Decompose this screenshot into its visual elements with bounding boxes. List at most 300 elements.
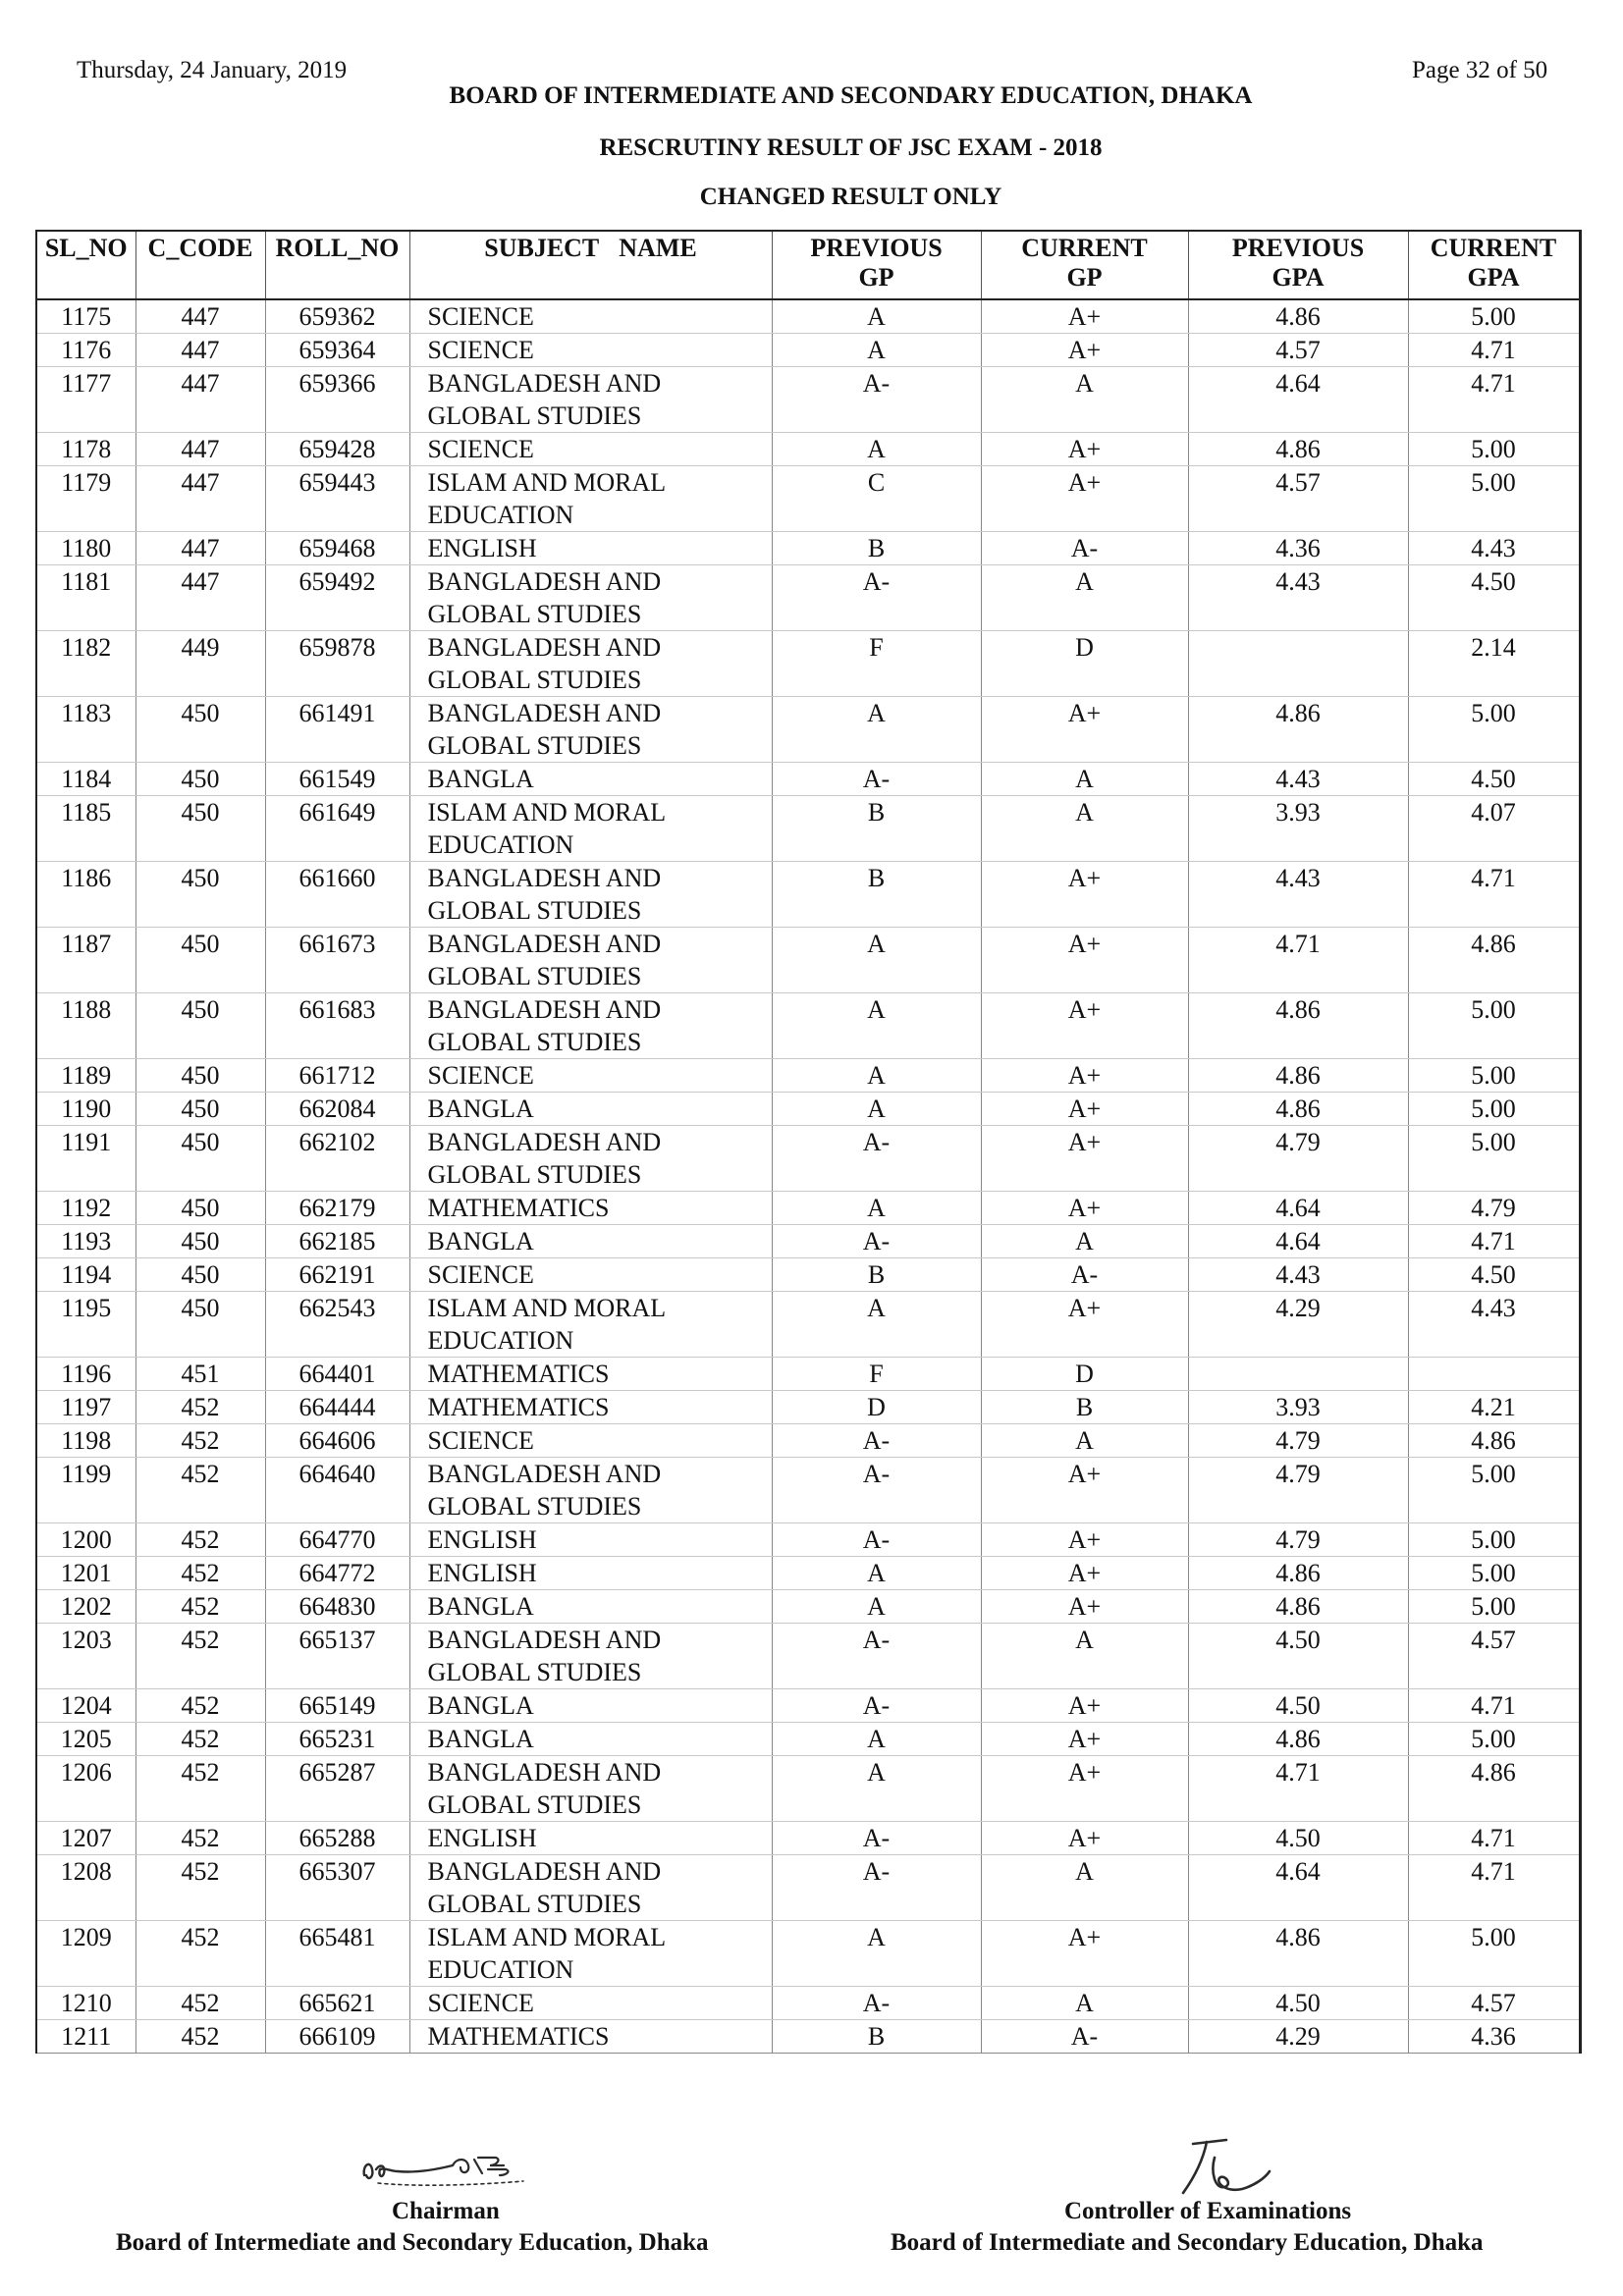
c-code-cell: 452 <box>135 1689 265 1723</box>
current-gp-cell: A <box>981 796 1188 862</box>
subject-line: SCIENCE <box>427 336 534 364</box>
current-gp-cell: A+ <box>981 299 1188 334</box>
table-row <box>36 2020 1580 2054</box>
table-row <box>36 433 1580 466</box>
current-gp-cell: A+ <box>981 697 1188 763</box>
roll-no-cell: 659364 <box>265 334 409 367</box>
previous-gp-cell: B <box>772 532 981 565</box>
table-row <box>36 697 1580 763</box>
previous-gp-cell: C <box>772 466 981 532</box>
roll-no-cell: 659428 <box>265 433 409 466</box>
sl-no-cell: 1194 <box>36 1258 135 1292</box>
table-row <box>36 367 1580 433</box>
subject-line: ENGLISH <box>427 1525 537 1554</box>
current-gp-cell: A+ <box>981 1822 1188 1855</box>
current-gp-cell: A+ <box>981 466 1188 532</box>
table-row <box>36 862 1580 928</box>
current-gp-cell: A+ <box>981 433 1188 466</box>
col-header-roll-no: ROLL_NO <box>265 231 409 299</box>
previous-gp-cell: A <box>772 1723 981 1756</box>
roll-no-cell: 665307 <box>265 1855 409 1921</box>
table-row <box>36 1855 1580 1921</box>
result-subtitle: CHANGED RESULT ONLY <box>699 184 1002 210</box>
current-gp-cell: A+ <box>981 1557 1188 1590</box>
exam-title: RESCRUTINY RESULT OF JSC EXAM - 2018 <box>599 134 1103 161</box>
roll-no-cell: 661491 <box>265 697 409 763</box>
subject-line: GLOBAL STUDIES <box>427 731 642 760</box>
sl-no-cell: 1177 <box>36 367 135 433</box>
table-row <box>36 1590 1580 1624</box>
current-gpa-cell: 5.00 <box>1408 1921 1580 1987</box>
subject-cell <box>409 1822 772 1855</box>
previous-gpa-cell: 4.86 <box>1188 993 1408 1059</box>
sl-no-cell: 1200 <box>36 1523 135 1557</box>
c-code-cell: 447 <box>135 299 265 334</box>
current-gp-cell: A+ <box>981 1921 1188 1987</box>
current-gpa-cell: 4.86 <box>1408 928 1580 993</box>
subject-line: GLOBAL STUDIES <box>427 1160 642 1189</box>
previous-gp-cell: A <box>772 1756 981 1822</box>
c-code-cell: 447 <box>135 532 265 565</box>
col-header-subject-name: SUBJECT NAME <box>409 231 772 299</box>
subject-line: SCIENCE <box>427 302 534 331</box>
c-code-cell: 452 <box>135 2020 265 2054</box>
subject-cell <box>409 466 772 532</box>
previous-gpa-cell: 4.43 <box>1188 565 1408 631</box>
previous-gp-cell: A- <box>772 565 981 631</box>
previous-gpa-cell: 4.50 <box>1188 1624 1408 1689</box>
current-gp-cell: A+ <box>981 1723 1188 1756</box>
chairman-signature <box>358 2146 545 2195</box>
subject-cell <box>409 1258 772 1292</box>
subject-line: ISLAM AND MORAL <box>427 1923 667 1951</box>
subject-cell <box>409 299 772 334</box>
c-code-cell: 452 <box>135 1590 265 1624</box>
table-row <box>36 1059 1580 1093</box>
roll-no-cell: 661649 <box>265 796 409 862</box>
current-gpa-cell: 4.07 <box>1408 796 1580 862</box>
current-gpa-cell: 5.00 <box>1408 1126 1580 1192</box>
subject-line: BANGLA <box>427 1691 534 1720</box>
current-gpa-cell <box>1408 1358 1580 1391</box>
table-body <box>36 299 1580 2054</box>
subject-cell <box>409 2020 772 2054</box>
sl-no-cell: 1184 <box>36 763 135 796</box>
subject-cell <box>409 1225 772 1258</box>
subject-cell <box>409 1756 772 1822</box>
subject-cell <box>409 1921 772 1987</box>
c-code-cell: 452 <box>135 1424 265 1458</box>
current-gpa-cell: 2.14 <box>1408 631 1580 697</box>
previous-gpa-cell: 4.29 <box>1188 2020 1408 2054</box>
previous-gpa-cell: 4.86 <box>1188 1723 1408 1756</box>
subject-line: ENGLISH <box>427 534 537 562</box>
subject-cell <box>409 862 772 928</box>
subject-line: BANGLADESH AND <box>427 633 662 662</box>
table-row <box>36 1987 1580 2020</box>
current-gpa-cell: 5.00 <box>1408 697 1580 763</box>
subject-cell <box>409 1391 772 1424</box>
current-gp-cell: A <box>981 763 1188 796</box>
table-row <box>36 1921 1580 1987</box>
previous-gp-cell: A <box>772 433 981 466</box>
current-gp-cell: A <box>981 1987 1188 2020</box>
c-code-cell: 452 <box>135 1557 265 1590</box>
subject-line: ENGLISH <box>427 1824 537 1852</box>
current-gp-cell: A+ <box>981 1590 1188 1624</box>
previous-gpa-cell: 4.86 <box>1188 299 1408 334</box>
roll-no-cell: 661673 <box>265 928 409 993</box>
previous-gpa-cell: 4.43 <box>1188 1258 1408 1292</box>
subject-cell <box>409 1126 772 1192</box>
print-date: Thursday, 24 January, 2019 <box>77 57 348 83</box>
previous-gp-cell: A <box>772 1590 981 1624</box>
previous-gpa-cell: 4.79 <box>1188 1424 1408 1458</box>
subject-line: SCIENCE <box>427 1260 534 1289</box>
roll-no-cell: 659366 <box>265 367 409 433</box>
table-row <box>36 532 1580 565</box>
subject-line: GLOBAL STUDIES <box>427 1028 642 1056</box>
roll-no-cell: 662543 <box>265 1292 409 1358</box>
results-table <box>35 230 1582 2054</box>
roll-no-cell: 665149 <box>265 1689 409 1723</box>
current-gpa-cell: 5.00 <box>1408 299 1580 334</box>
current-gp-cell: A- <box>981 532 1188 565</box>
previous-gp-cell: A <box>772 697 981 763</box>
current-gpa-cell: 4.71 <box>1408 1225 1580 1258</box>
table-row <box>36 1391 1580 1424</box>
current-gpa-cell: 4.50 <box>1408 763 1580 796</box>
subject-line: BANGLADESH AND <box>427 1128 662 1156</box>
c-code-cell: 447 <box>135 565 265 631</box>
current-gpa-cell: 5.00 <box>1408 1059 1580 1093</box>
current-gpa-cell: 4.71 <box>1408 367 1580 433</box>
current-gp-cell: A+ <box>981 1093 1188 1126</box>
c-code-cell: 450 <box>135 1292 265 1358</box>
roll-no-cell: 661660 <box>265 862 409 928</box>
subject-line: EDUCATION <box>427 830 574 859</box>
current-gpa-cell: 4.50 <box>1408 565 1580 631</box>
previous-gp-cell: D <box>772 1391 981 1424</box>
current-gpa-cell: 4.71 <box>1408 1689 1580 1723</box>
current-gp-cell: A+ <box>981 993 1188 1059</box>
board-title: BOARD OF INTERMEDIATE AND SECONDARY EDUCATION, DHAKA <box>449 82 1253 109</box>
subject-cell <box>409 532 772 565</box>
previous-gpa-cell: 4.86 <box>1188 1093 1408 1126</box>
previous-gp-cell: F <box>772 1358 981 1391</box>
current-gp-cell: A+ <box>981 1756 1188 1822</box>
previous-gp-cell: A- <box>772 763 981 796</box>
sl-no-cell: 1201 <box>36 1557 135 1590</box>
subject-line: ISLAM AND MORAL <box>427 798 667 827</box>
subject-line: BANGLADESH AND <box>427 1626 662 1654</box>
sl-no-cell: 1197 <box>36 1391 135 1424</box>
sl-no-cell: 1176 <box>36 334 135 367</box>
current-gpa-cell: 5.00 <box>1408 1723 1580 1756</box>
current-gpa-cell: 5.00 <box>1408 1458 1580 1523</box>
previous-gpa-cell: 4.79 <box>1188 1458 1408 1523</box>
sl-no-cell: 1186 <box>36 862 135 928</box>
roll-no-cell: 666109 <box>265 2020 409 2054</box>
subject-cell <box>409 1093 772 1126</box>
chairman-title: Chairman <box>392 2198 500 2224</box>
sl-no-cell: 1181 <box>36 565 135 631</box>
previous-gpa-cell: 3.93 <box>1188 1391 1408 1424</box>
table-row <box>36 466 1580 532</box>
previous-gp-cell: A <box>772 299 981 334</box>
table-row <box>36 1756 1580 1822</box>
roll-no-cell: 665288 <box>265 1822 409 1855</box>
sl-no-cell: 1188 <box>36 993 135 1059</box>
previous-gpa-cell: 4.29 <box>1188 1292 1408 1358</box>
previous-gp-cell: B <box>772 2020 981 2054</box>
previous-gpa-cell: 4.64 <box>1188 1855 1408 1921</box>
c-code-cell: 452 <box>135 1987 265 2020</box>
subject-line: BANGLA <box>427 1095 534 1123</box>
sl-no-cell: 1182 <box>36 631 135 697</box>
previous-gp-cell: A- <box>772 1624 981 1689</box>
roll-no-cell: 661712 <box>265 1059 409 1093</box>
sl-no-cell: 1203 <box>36 1624 135 1689</box>
subject-line: BANGLADESH AND <box>427 1758 662 1787</box>
previous-gpa-cell: 4.43 <box>1188 763 1408 796</box>
subject-line: MATHEMATICS <box>427 1194 610 1222</box>
table-row <box>36 1624 1580 1689</box>
table-row <box>36 763 1580 796</box>
current-gpa-cell: 4.86 <box>1408 1424 1580 1458</box>
subject-line: MATHEMATICS <box>427 1393 610 1421</box>
previous-gpa-cell: 4.71 <box>1188 1756 1408 1822</box>
previous-gp-cell: A- <box>772 1855 981 1921</box>
previous-gpa-cell: 4.86 <box>1188 1590 1408 1624</box>
table-row <box>36 1292 1580 1358</box>
table-header-row <box>36 231 1580 299</box>
sl-no-cell: 1187 <box>36 928 135 993</box>
subject-line: BANGLA <box>427 1592 534 1621</box>
previous-gpa-cell: 4.86 <box>1188 433 1408 466</box>
current-gp-cell: A <box>981 367 1188 433</box>
subject-cell <box>409 993 772 1059</box>
subject-cell <box>409 1292 772 1358</box>
c-code-cell: 452 <box>135 1822 265 1855</box>
table-row <box>36 565 1580 631</box>
table-row <box>36 631 1580 697</box>
roll-no-cell: 661549 <box>265 763 409 796</box>
subject-line: ISLAM AND MORAL <box>427 1294 667 1322</box>
c-code-cell: 450 <box>135 697 265 763</box>
current-gpa-cell: 4.71 <box>1408 1822 1580 1855</box>
current-gp-cell: A <box>981 565 1188 631</box>
table-row <box>36 1523 1580 1557</box>
col-header-c-code: C_CODE <box>135 231 265 299</box>
previous-gpa-cell: 4.50 <box>1188 1689 1408 1723</box>
previous-gpa-cell: 4.64 <box>1188 1192 1408 1225</box>
col-header-previous-gpa: PREVIOUS GPA <box>1188 231 1408 299</box>
table-row <box>36 1424 1580 1458</box>
current-gp-cell: A+ <box>981 1292 1188 1358</box>
c-code-cell: 450 <box>135 993 265 1059</box>
controller-signature <box>1163 2132 1281 2201</box>
sl-no-cell: 1206 <box>36 1756 135 1822</box>
sl-no-cell: 1185 <box>36 796 135 862</box>
controller-title: Controller of Examinations <box>1064 2198 1352 2224</box>
roll-no-cell: 664401 <box>265 1358 409 1391</box>
roll-no-cell: 662084 <box>265 1093 409 1126</box>
roll-no-cell: 664444 <box>265 1391 409 1424</box>
roll-no-cell: 665481 <box>265 1921 409 1987</box>
subject-cell <box>409 928 772 993</box>
c-code-cell: 451 <box>135 1358 265 1391</box>
previous-gpa-cell: 4.86 <box>1188 1921 1408 1987</box>
previous-gpa-cell: 4.86 <box>1188 697 1408 763</box>
sl-no-cell: 1208 <box>36 1855 135 1921</box>
sl-no-cell: 1209 <box>36 1921 135 1987</box>
c-code-cell: 450 <box>135 928 265 993</box>
previous-gp-cell: B <box>772 1258 981 1292</box>
roll-no-cell: 659468 <box>265 532 409 565</box>
previous-gpa-cell: 4.79 <box>1188 1523 1408 1557</box>
c-code-cell: 452 <box>135 1391 265 1424</box>
sl-no-cell: 1180 <box>36 532 135 565</box>
current-gp-cell: A+ <box>981 1126 1188 1192</box>
subject-cell <box>409 796 772 862</box>
roll-no-cell: 662191 <box>265 1258 409 1292</box>
c-code-cell: 450 <box>135 1059 265 1093</box>
current-gp-cell: A+ <box>981 928 1188 993</box>
table-row <box>36 1358 1580 1391</box>
current-gpa-cell: 4.79 <box>1408 1192 1580 1225</box>
current-gpa-cell: 4.43 <box>1408 532 1580 565</box>
subject-line: ENGLISH <box>427 1559 537 1587</box>
previous-gpa-cell: 4.43 <box>1188 862 1408 928</box>
chairman-org: Board of Intermediate and Secondary Education, Dhaka <box>116 2229 709 2256</box>
subject-line: GLOBAL STUDIES <box>427 1790 642 1819</box>
roll-no-cell: 664606 <box>265 1424 409 1458</box>
col-header-previous-gp: PREVIOUS GP <box>772 231 981 299</box>
roll-no-cell: 659362 <box>265 299 409 334</box>
page-number: Page 32 of 50 <box>1412 57 1548 83</box>
subject-line: GLOBAL STUDIES <box>427 401 642 430</box>
sl-no-cell: 1199 <box>36 1458 135 1523</box>
subject-line: BANGLADESH AND <box>427 864 662 892</box>
current-gp-cell: A+ <box>981 334 1188 367</box>
table-row <box>36 1689 1580 1723</box>
current-gp-cell: D <box>981 1358 1188 1391</box>
current-gp-cell: A <box>981 1225 1188 1258</box>
roll-no-cell: 662185 <box>265 1225 409 1258</box>
subject-line: SCIENCE <box>427 1426 534 1455</box>
c-code-cell: 452 <box>135 1756 265 1822</box>
sl-no-cell: 1196 <box>36 1358 135 1391</box>
sl-no-cell: 1190 <box>36 1093 135 1126</box>
subject-cell <box>409 367 772 433</box>
table-row <box>36 334 1580 367</box>
current-gpa-cell: 4.71 <box>1408 862 1580 928</box>
previous-gp-cell: B <box>772 796 981 862</box>
current-gp-cell: A <box>981 1855 1188 1921</box>
c-code-cell: 452 <box>135 1855 265 1921</box>
subject-cell <box>409 1192 772 1225</box>
subject-cell <box>409 1723 772 1756</box>
current-gpa-cell: 5.00 <box>1408 466 1580 532</box>
table-row <box>36 299 1580 334</box>
current-gpa-cell: 5.00 <box>1408 1557 1580 1590</box>
c-code-cell: 450 <box>135 1093 265 1126</box>
c-code-cell: 452 <box>135 1921 265 1987</box>
c-code-cell: 452 <box>135 1458 265 1523</box>
c-code-cell: 450 <box>135 796 265 862</box>
current-gp-cell: A <box>981 1424 1188 1458</box>
previous-gp-cell: A- <box>772 1523 981 1557</box>
table-row <box>36 1723 1580 1756</box>
previous-gp-cell: F <box>772 631 981 697</box>
previous-gpa-cell: 4.86 <box>1188 1059 1408 1093</box>
subject-line: SCIENCE <box>427 1989 534 2017</box>
subject-line: GLOBAL STUDIES <box>427 1658 642 1686</box>
subject-line: EDUCATION <box>427 1326 574 1355</box>
subject-line: BANGLADESH AND <box>427 1857 662 1886</box>
c-code-cell: 450 <box>135 1192 265 1225</box>
previous-gpa-cell: 4.71 <box>1188 928 1408 993</box>
previous-gp-cell: A <box>772 1093 981 1126</box>
subject-line: BANGLADESH AND <box>427 930 662 958</box>
subject-cell <box>409 763 772 796</box>
previous-gpa-cell <box>1188 631 1408 697</box>
subject-line: EDUCATION <box>427 501 574 529</box>
current-gp-cell: D <box>981 631 1188 697</box>
subject-line: GLOBAL STUDIES <box>427 600 642 628</box>
subject-cell <box>409 631 772 697</box>
previous-gpa-cell: 4.86 <box>1188 1557 1408 1590</box>
c-code-cell: 452 <box>135 1624 265 1689</box>
previous-gpa-cell: 4.50 <box>1188 1987 1408 2020</box>
sl-no-cell: 1198 <box>36 1424 135 1458</box>
col-header-sl-no: SL_NO <box>36 231 135 299</box>
roll-no-cell: 665231 <box>265 1723 409 1756</box>
sl-no-cell: 1210 <box>36 1987 135 2020</box>
current-gpa-cell: 4.71 <box>1408 334 1580 367</box>
current-gpa-cell: 4.50 <box>1408 1258 1580 1292</box>
subject-cell <box>409 334 772 367</box>
previous-gpa-cell: 4.64 <box>1188 1225 1408 1258</box>
roll-no-cell: 664640 <box>265 1458 409 1523</box>
previous-gpa-cell: 4.36 <box>1188 532 1408 565</box>
subject-line: BANGLA <box>427 1725 534 1753</box>
c-code-cell: 450 <box>135 1126 265 1192</box>
roll-no-cell: 662179 <box>265 1192 409 1225</box>
roll-no-cell: 659492 <box>265 565 409 631</box>
subject-cell <box>409 1523 772 1557</box>
current-gpa-cell: 4.57 <box>1408 1624 1580 1689</box>
sl-no-cell: 1178 <box>36 433 135 466</box>
current-gp-cell: A+ <box>981 862 1188 928</box>
roll-no-cell: 664770 <box>265 1523 409 1557</box>
previous-gp-cell: A <box>772 334 981 367</box>
subject-line: BANGLADESH AND <box>427 1460 662 1488</box>
previous-gpa-cell: 4.79 <box>1188 1126 1408 1192</box>
current-gpa-cell: 5.00 <box>1408 1523 1580 1557</box>
table-row <box>36 1258 1580 1292</box>
current-gp-cell: A+ <box>981 1689 1188 1723</box>
previous-gp-cell: A <box>772 1292 981 1358</box>
c-code-cell: 450 <box>135 1258 265 1292</box>
roll-no-cell: 659878 <box>265 631 409 697</box>
col-header-current-gp: CURRENT GP <box>981 231 1188 299</box>
current-gp-cell: A- <box>981 2020 1188 2054</box>
subject-line: GLOBAL STUDIES <box>427 962 642 990</box>
previous-gp-cell: A- <box>772 1225 981 1258</box>
roll-no-cell: 664830 <box>265 1590 409 1624</box>
